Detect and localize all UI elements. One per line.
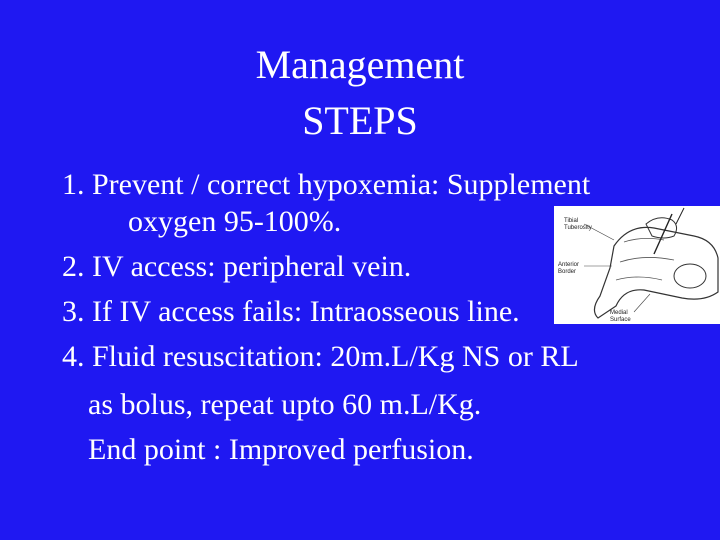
- intraosseous-illustration: [554, 206, 720, 324]
- label-tuberosity: Tuberosity: [564, 225, 592, 231]
- label-anterior: Anterior: [558, 262, 580, 268]
- step-4-continuation: as bolus, repeat upto 60 m.L/Kg.: [88, 388, 482, 421]
- label-surface: Surface: [610, 317, 631, 323]
- label-tibial: Tibial: [564, 218, 579, 224]
- step-4-line: 4. Fluid resuscitation: 20m.L/Kg NS or RL: [62, 340, 579, 373]
- slide-title-line2: STEPS: [302, 98, 418, 143]
- label-border: Border: [558, 269, 577, 275]
- step-1-line: 1. Prevent / correct hypoxemia: Supplement: [62, 168, 591, 201]
- step-1-continuation: oxygen 95-100%.: [128, 205, 342, 238]
- intraosseous-needle-leg-icon: [554, 206, 720, 324]
- step-3-line: 3. If IV access fails: Intraosseous line.: [62, 295, 520, 328]
- step-2-line: 2. IV access: peripheral vein.: [62, 250, 412, 283]
- slide-title-line1: Management: [255, 42, 465, 87]
- step-4-endpoint: End point : Improved perfusion.: [88, 433, 474, 466]
- label-medial: Medial: [610, 310, 628, 316]
